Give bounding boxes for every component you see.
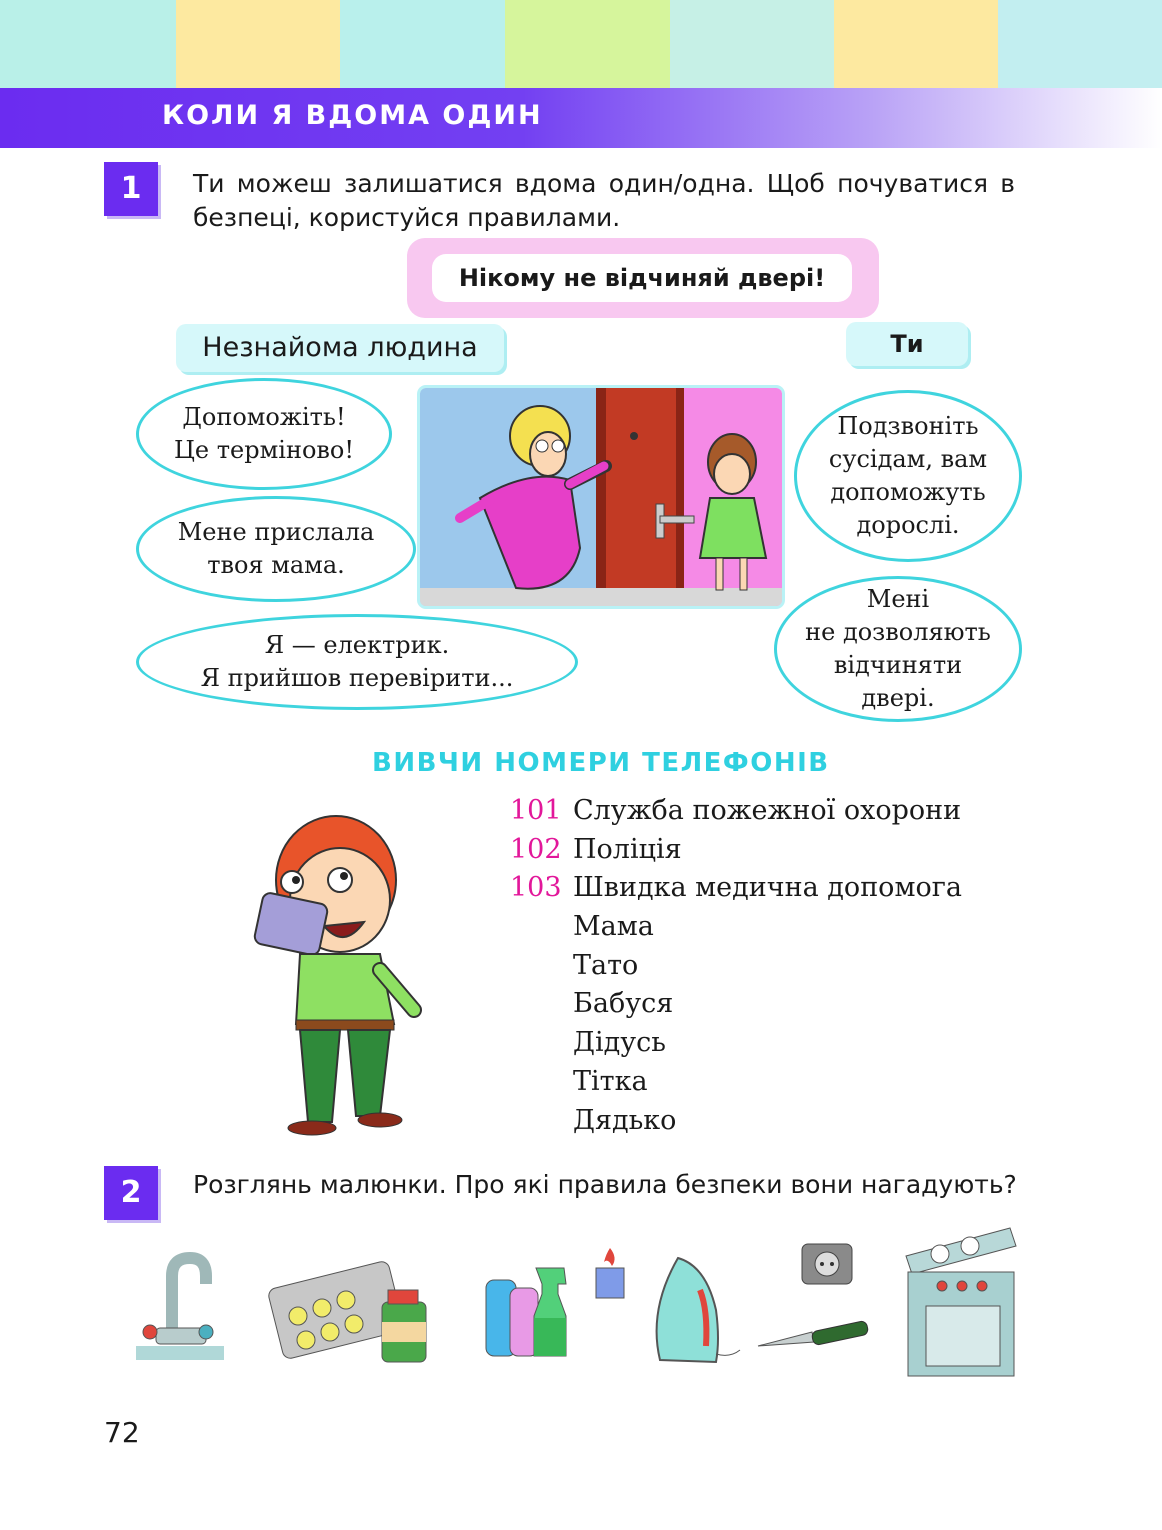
phone-label: Тато [573, 949, 639, 981]
you-bubble: Подзвоніть сусідам, вам допоможуть дорослі. [794, 390, 1022, 562]
iron-icon [646, 1250, 742, 1372]
phone-label: Поліція [573, 833, 682, 865]
stripe-4 [505, 0, 670, 90]
page-number: 72 [104, 1416, 140, 1449]
stripe-1 [0, 0, 176, 90]
phone-number: 102 [510, 833, 562, 865]
boy-on-phone-illustration [244, 800, 430, 1140]
phone-label: Швидка медична допомога [573, 872, 962, 904]
stranger-label: Незнайома людина [176, 324, 504, 372]
task-1-text: Ти можеш залишатися вдома один/одна. Щоб почуватися в безпеці, користуйся правилами. [193, 169, 1015, 232]
phone-label: Мама [573, 911, 654, 943]
phone-label: Дідусь [573, 1027, 666, 1059]
phone-label: Служба пожежної охорони [573, 795, 962, 826]
rule-text: Нікому не відчиняй двері! [432, 254, 852, 302]
stripe-7 [998, 0, 1162, 90]
task-2-text: Розглянь малюнки. Про які правила безпеки вони нагадують? [193, 1170, 1017, 1199]
stripe-5 [670, 0, 834, 90]
phone-label: Дядько [573, 1104, 677, 1136]
phone-label: Бабуся [573, 988, 674, 1020]
socket-knife-icon [756, 1242, 874, 1358]
you-label: Ти [846, 322, 968, 366]
door-scene-illustration [420, 388, 782, 606]
task-1-number: 1 [104, 162, 158, 216]
page-title: КОЛИ Я ВДОМА ОДИН [162, 100, 543, 131]
pills-icon [264, 1256, 430, 1370]
stranger-bubble: Допоможіть! Це терміново! [136, 378, 392, 490]
phone-number: 103 [510, 872, 562, 904]
phone-number: 101 [510, 795, 562, 826]
faucet-icon [136, 1250, 226, 1366]
you-bubble: Мені не дозволяють відчиняти двері. [774, 576, 1022, 722]
chemicals-icon [484, 1244, 636, 1364]
stranger-bubble: Я — електрик. Я прийшов перевірити... [136, 614, 578, 710]
stripe-2 [176, 0, 340, 90]
phone-label: Тітка [573, 1065, 648, 1097]
stove-icon [900, 1226, 1020, 1384]
stripe-3 [340, 0, 505, 90]
phones-heading: ВИВЧИ НОМЕРИ ТЕЛЕФОНІВ [372, 748, 830, 778]
stranger-bubble: Мене прислала твоя мама. [136, 496, 416, 602]
stripe-6 [834, 0, 998, 90]
task-2-number: 2 [104, 1166, 158, 1220]
